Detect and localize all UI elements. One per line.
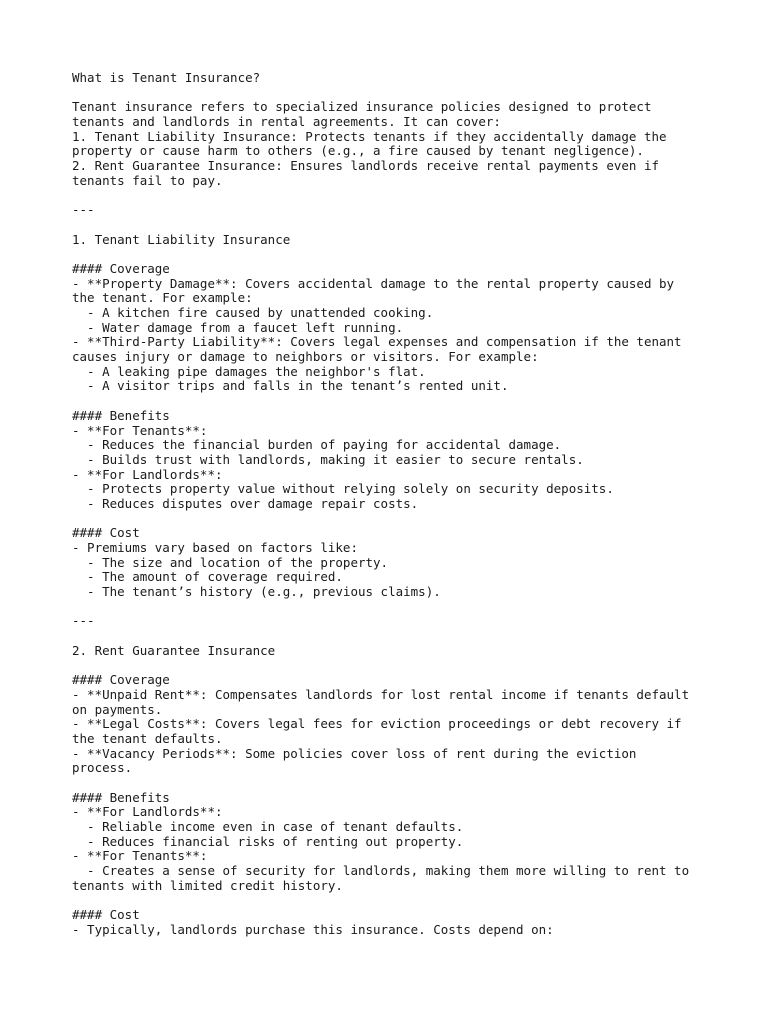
list-item: - **Unpaid Rent**: Compensates landlords for lost rental income if tenants default	[72, 686, 690, 702]
list-item: - **Legal Costs**: Covers legal fees for eviction proceedings or debt recovery if	[72, 716, 682, 732]
list-item: process.	[72, 760, 133, 776]
list-item: - **For Tenants**:	[72, 848, 208, 864]
section-heading: 1. Tenant Liability Insurance	[72, 231, 291, 247]
list-subitem: - The tenant’s history (e.g., previous claims).	[72, 584, 441, 600]
intro-list-item: tenants fail to pay.	[72, 172, 223, 188]
blank-line	[72, 512, 712, 527]
list-subitem: - Reduces financial risks of renting out property.	[72, 833, 464, 849]
document-title: What is Tenant Insurance?	[72, 70, 261, 85]
intro-paragraph-line: tenants and landlords in rental agreements. It can cover:	[72, 114, 501, 130]
list-subitem: - The size and location of the property.	[72, 554, 389, 570]
intro-list-item: 2. Rent Guarantee Insurance: Ensures landlords receive rental payments even if	[72, 158, 659, 174]
list-subitem: - The amount of coverage required.	[72, 569, 343, 585]
list-subitem: - Protects property value without relying solely on security deposits.	[72, 481, 614, 497]
subsection-heading: #### Cost	[72, 907, 140, 923]
list-subitem: - Reduces the financial burden of paying for accidental damage.	[72, 437, 562, 453]
blank-line	[72, 894, 712, 909]
section-heading: 2. Rent Guarantee Insurance	[72, 642, 276, 658]
blank-line	[72, 218, 712, 233]
subsection-heading: #### Coverage	[72, 672, 170, 688]
list-item: on payments.	[72, 701, 163, 717]
list-subitem: - Reduces disputes over damage repair costs.	[72, 495, 419, 511]
list-item: - **Vacancy Periods**: Some policies cover loss of rent during the eviction	[72, 745, 637, 761]
blank-line	[72, 394, 712, 409]
blank-line	[72, 659, 712, 674]
list-item: - **Third-Party Liability**: Covers legal expenses and compensation if the tenant	[72, 334, 682, 350]
list-item: - Typically, landlords purchase this insurance. Costs depend on:	[72, 921, 554, 937]
blank-line	[72, 600, 712, 615]
list-subitem: - Reliable income even in case of tenant defaults.	[72, 819, 464, 835]
blank-line	[72, 86, 712, 101]
section-divider: ---	[72, 613, 95, 629]
intro-list-item: property or cause harm to others (e.g., a fire caused by tenant negligence).	[72, 143, 644, 159]
intro-list-item: 1. Tenant Liability Insurance: Protects tenants if they accidentally damage the	[72, 128, 667, 144]
list-subitem: - Builds trust with landlords, making it easier to secure rentals.	[72, 451, 584, 467]
subsection-heading: #### Coverage	[72, 260, 170, 276]
subsection-heading: #### Cost	[72, 525, 140, 541]
list-item: the tenant. For example:	[72, 290, 253, 306]
list-item: causes injury or damage to neighbors or visitors. For example:	[72, 349, 539, 365]
blank-line	[72, 629, 712, 644]
list-item: the tenant defaults.	[72, 730, 223, 746]
blank-line	[72, 247, 712, 262]
document-page	[72, 71, 712, 938]
list-item: - **For Landlords**:	[72, 804, 223, 820]
blank-line	[72, 776, 712, 791]
intro-paragraph-line: Tenant insurance refers to specialized insurance policies designed to protect	[72, 99, 652, 115]
subsection-heading: #### Benefits	[72, 789, 170, 805]
list-subitem: tenants with limited credit history.	[72, 877, 343, 893]
section-divider: ---	[72, 202, 95, 218]
list-subitem: - A kitchen fire caused by unattended cooking.	[72, 305, 434, 320]
list-item: - **Property Damage**: Covers accidental damage to the rental property caused by	[72, 275, 675, 291]
list-item: - Premiums vary based on factors like:	[72, 540, 358, 555]
subsection-heading: #### Benefits	[72, 407, 170, 423]
list-subitem: - A visitor trips and falls in the tenant’s rented unit.	[72, 378, 509, 394]
list-item: - **For Tenants**:	[72, 422, 208, 438]
list-subitem: - Creates a sense of security for landlords, making them more willing to rent to	[72, 863, 690, 879]
list-subitem: - Water damage from a faucet left running.	[72, 319, 404, 335]
list-item: - **For Landlords**:	[72, 466, 223, 482]
list-subitem: - A leaking pipe damages the neighbor's flat.	[72, 363, 426, 379]
blank-line	[72, 189, 712, 204]
